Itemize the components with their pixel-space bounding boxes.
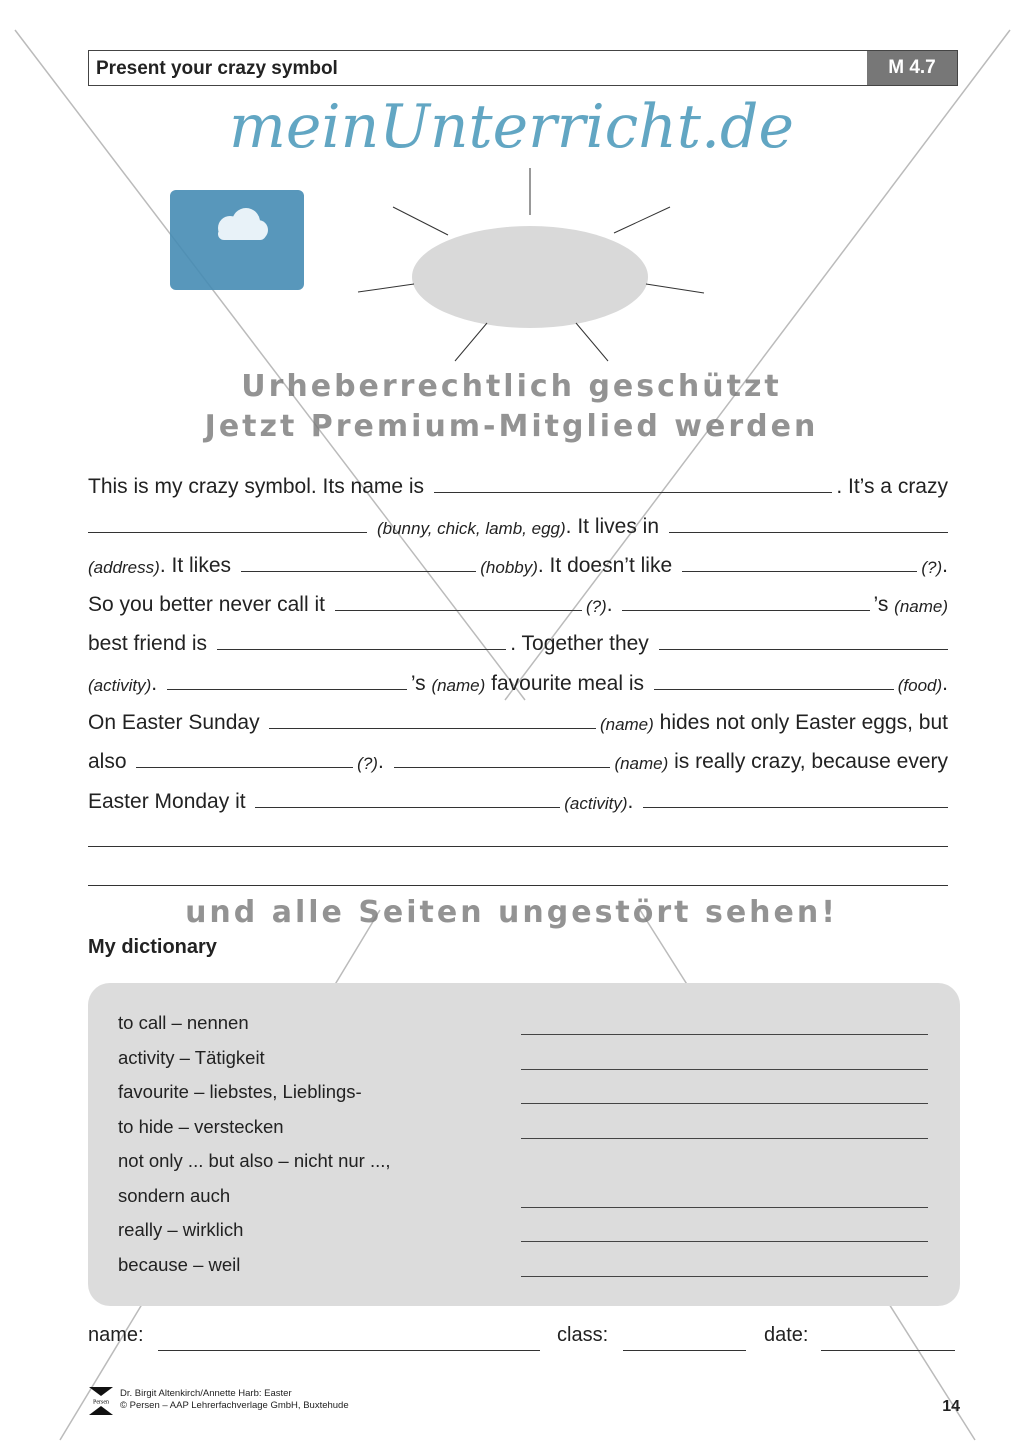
translation-line[interactable] bbox=[521, 1138, 928, 1139]
hint-text: (address) bbox=[88, 557, 160, 577]
paragraph-text: hides not only Easter eggs, but bbox=[653, 711, 948, 735]
hint-text: (?) bbox=[921, 557, 943, 577]
fill-in-blank[interactable] bbox=[659, 648, 948, 650]
hint-text: (?) bbox=[357, 754, 378, 774]
credit-publisher: © Persen – AAP Lehrerfachverlage GmbH, Buxtehude bbox=[120, 1400, 349, 1411]
fill-in-blank[interactable] bbox=[669, 531, 948, 533]
sun-symbol-drawing bbox=[0, 0, 1023, 400]
translation-line[interactable] bbox=[521, 1069, 928, 1070]
fill-in-blank[interactable] bbox=[88, 531, 367, 533]
page-number: 14 bbox=[942, 1398, 960, 1415]
paragraph-text: So you better never call it bbox=[88, 593, 331, 617]
fill-in-blank[interactable] bbox=[88, 845, 948, 847]
hint-text: (name) bbox=[431, 675, 486, 695]
paragraph-text: also bbox=[88, 750, 133, 774]
fill-in-blank[interactable] bbox=[136, 766, 353, 768]
paragraph-line bbox=[88, 617, 948, 656]
fill-in-blank[interactable] bbox=[643, 806, 948, 808]
fill-in-blank[interactable] bbox=[241, 570, 476, 572]
fill-in-blank[interactable] bbox=[255, 806, 560, 808]
paragraph-text: . bbox=[627, 789, 640, 813]
date-label: date: bbox=[764, 1324, 809, 1346]
paragraph-text: This is my crazy symbol. Its name is bbox=[88, 475, 430, 499]
dictionary-entry: because – weil bbox=[118, 1253, 241, 1275]
fill-in-blank[interactable] bbox=[269, 727, 596, 729]
paragraph-text: . bbox=[606, 593, 619, 617]
paragraph-line bbox=[88, 696, 948, 735]
paragraph-text: . It doesn’t like bbox=[537, 553, 678, 577]
fill-in-blank[interactable] bbox=[682, 570, 917, 572]
dictionary-entry: not only ... but also – nicht nur ..., bbox=[118, 1150, 391, 1171]
fill-in-blank[interactable] bbox=[394, 766, 611, 768]
fill-in-blank[interactable] bbox=[654, 688, 894, 690]
hint-text: (bunny, chick, lamb, egg) bbox=[376, 518, 566, 538]
hint-text: (activity) bbox=[88, 675, 152, 695]
paragraph-line bbox=[88, 735, 948, 774]
dictionary-entry: really – wirklich bbox=[118, 1219, 244, 1240]
watermark-cloud-icon bbox=[170, 190, 304, 290]
material-code: M 4.7 bbox=[867, 51, 957, 85]
fill-in-blank[interactable] bbox=[622, 609, 869, 611]
hint-text: (name) bbox=[614, 754, 669, 774]
translation-line[interactable] bbox=[521, 1241, 928, 1242]
fill-in-blank[interactable] bbox=[335, 609, 582, 611]
paragraph-line bbox=[88, 774, 948, 813]
paragraph-text: best friend is bbox=[88, 632, 213, 656]
paragraph-text: ’s bbox=[410, 671, 432, 695]
paragraph-text: . bbox=[377, 750, 390, 774]
credit bbox=[120, 1388, 349, 1412]
hint-text: (name) bbox=[599, 715, 654, 735]
translation-line[interactable] bbox=[521, 1276, 928, 1277]
paragraph-text: . bbox=[942, 553, 948, 577]
paragraph-text: . It likes bbox=[159, 553, 237, 577]
name-label: name: bbox=[88, 1324, 144, 1346]
date-field[interactable] bbox=[821, 1350, 955, 1351]
watermark-logo: meinUnterricht.de bbox=[229, 92, 794, 162]
paragraph-text: . bbox=[942, 671, 948, 695]
fill-in-blank[interactable] bbox=[434, 491, 832, 493]
paragraph-text: favourite meal is bbox=[485, 671, 650, 695]
paragraph-line bbox=[88, 460, 948, 499]
watermark-line1: Urheberrechtlich geschützt bbox=[241, 369, 782, 404]
class-field[interactable] bbox=[623, 1350, 746, 1351]
fill-in-blank[interactable] bbox=[217, 648, 506, 650]
dictionary-heading: My dictionary bbox=[88, 936, 217, 958]
svg-text:Persen: Persen bbox=[93, 1399, 109, 1406]
paragraph-text: On Easter Sunday bbox=[88, 711, 266, 735]
hint-text: (hobby) bbox=[480, 557, 538, 577]
paragraph-line bbox=[88, 499, 948, 538]
paragraph-text: . Together they bbox=[510, 632, 655, 656]
class-label: class: bbox=[557, 1324, 609, 1346]
fill-in-blank[interactable] bbox=[88, 884, 948, 886]
credit-authors: Dr. Birgit Altenkirch/Annette Harb: Easter bbox=[120, 1388, 292, 1399]
dictionary-entry: to call – nennen bbox=[118, 1012, 249, 1033]
cloze-paragraph bbox=[88, 460, 948, 892]
dictionary-entry: to hide – verstecken bbox=[118, 1115, 284, 1137]
paragraph-line bbox=[88, 814, 948, 853]
translation-line[interactable] bbox=[521, 1207, 928, 1208]
fill-in-blank[interactable] bbox=[167, 688, 407, 690]
hint-text: (activity) bbox=[564, 793, 628, 813]
page-title: Present your crazy symbol bbox=[96, 58, 338, 79]
paragraph-line bbox=[88, 656, 948, 695]
paragraph-text: Easter Monday it bbox=[88, 789, 252, 813]
watermark-line2: Jetzt Premium-Mitglied werden bbox=[204, 409, 819, 444]
dictionary-entry: sondern auch bbox=[118, 1184, 231, 1206]
paragraph-text: . bbox=[151, 671, 163, 695]
paragraph-text: ’s bbox=[873, 593, 895, 617]
paragraph-line bbox=[88, 539, 948, 578]
paragraph-text: . It’s a crazy bbox=[836, 475, 948, 499]
name-field[interactable] bbox=[158, 1350, 540, 1351]
hint-text: (food) bbox=[897, 675, 943, 695]
paragraph-line bbox=[88, 578, 948, 617]
translation-line[interactable] bbox=[521, 1034, 928, 1035]
persen-logo bbox=[89, 1387, 113, 1415]
watermark-line3: und alle Seiten ungestört sehen! bbox=[185, 895, 838, 930]
hint-text: (?) bbox=[585, 597, 607, 617]
dictionary-entry: activity – Tätigkeit bbox=[118, 1046, 265, 1068]
translation-line[interactable] bbox=[521, 1103, 928, 1104]
hint-text: (name) bbox=[894, 597, 949, 617]
paragraph-text: . It lives in bbox=[565, 514, 665, 538]
dictionary-entry: favourite – liebstes, Lieblings- bbox=[118, 1081, 362, 1102]
paragraph-text: is really crazy, because every bbox=[668, 750, 949, 774]
paragraph-line bbox=[88, 853, 948, 892]
